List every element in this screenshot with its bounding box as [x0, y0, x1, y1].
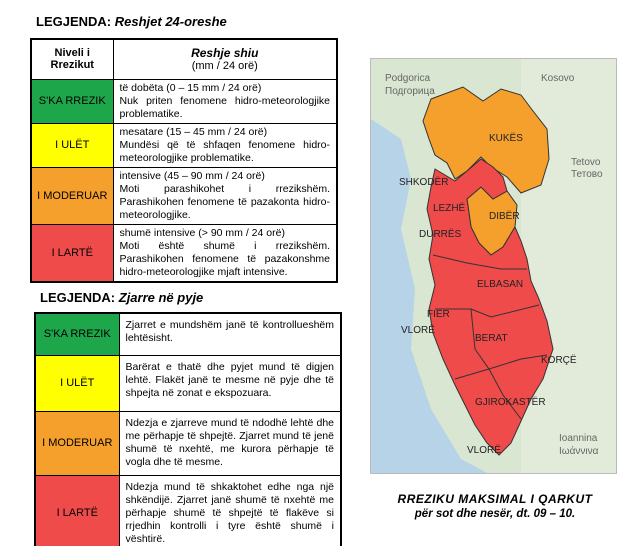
- label-shkoder: SHKODËR: [399, 177, 449, 188]
- label-berat: BERAT: [475, 333, 508, 344]
- fire-legend-row: [35, 355, 341, 411]
- rain-header-precip-unit: (mm / 24 orë): [191, 60, 258, 73]
- fire-legend-table: [34, 312, 342, 546]
- rain-desc-text: Moti parashikohet i rrezikshëm. Parashikohen fenomene të pazakonta hidro-meteorologjike.: [119, 182, 330, 221]
- map-caption-line2: për sot dhe nesër, dt. 09 – 10.: [414, 508, 576, 520]
- rain-legend-row: [31, 167, 337, 224]
- label-podgorica-cyr: Подгорица: [385, 86, 435, 97]
- fire-desc-cell: Zjarret e mundshëm janë të kontrollueshëm lehtësisht.: [119, 313, 341, 355]
- rain-header-level-line2: Rrezikut: [50, 59, 94, 72]
- fire-desc-cell: Ndezja mund të shkaktohet edhe nga një shkëndijë. Zjarret janë shumë të nxehtë me përhapje shumë të shpejtë të flakëve si rrjedhin kontrolli i tyre është shumë i vështirë.: [119, 475, 341, 546]
- rain-header-precip: [113, 39, 337, 79]
- rain-header-level: [31, 39, 113, 79]
- label-lezhe: LEZHË: [433, 203, 466, 214]
- rain-level-cell: I ULËT: [31, 123, 113, 167]
- rain-desc-amount: mesatare (15 – 45 mm / 24 orë): [119, 125, 268, 138]
- label-kukes: KUKËS: [489, 133, 523, 144]
- rain-desc-amount: shumë intensive (> 90 mm / 24 orë): [119, 226, 285, 239]
- fire-legend-row: [35, 411, 341, 475]
- label-tetovo: Tetovo: [571, 157, 601, 168]
- risk-map: [370, 58, 617, 474]
- label-podgorica: Podgorica: [385, 73, 431, 84]
- rain-legend-title-sub: Reshjet 24-oreshe: [114, 14, 227, 29]
- rain-level-cell: I LARTË: [31, 224, 113, 282]
- fire-level-cell: I MODERUAR: [35, 411, 119, 475]
- label-elbasan: ELBASAN: [477, 279, 524, 290]
- fire-legend-title: [40, 290, 203, 305]
- risk-map-svg: [371, 59, 617, 474]
- rain-desc-cell: [113, 167, 337, 224]
- fire-legend-row: [35, 313, 341, 355]
- fire-level-cell: S'KA RREZIK: [35, 313, 119, 355]
- rain-desc-amount: të dobëta (0 – 15 mm / 24 orë): [119, 81, 262, 94]
- rain-legend-table: [30, 38, 338, 283]
- label-ioannina: Ioannina: [559, 433, 598, 444]
- rain-header-precip-title: Reshje shiu: [191, 46, 259, 61]
- map-caption-line1: RREZIKU MAKSIMAL I QARKUT: [397, 492, 593, 506]
- label-durres: DURRËS: [419, 229, 462, 240]
- label-ioannina-gr: Ιωάννινα: [559, 446, 599, 457]
- label-kosovo: Kosovo: [541, 73, 575, 84]
- rain-legend-title: [36, 14, 227, 29]
- rain-desc-text: Mundësi që të shfaqen fenomene hidro-meteorologjike problematike.: [119, 138, 330, 164]
- fire-level-cell: I LARTË: [35, 475, 119, 546]
- fire-legend-row: [35, 475, 341, 546]
- fire-desc-cell: Ndezja e zjarreve mund të ndodhë lehtë dhe me përhapje të shpejtë. Zjarret mund të jenë shumë të nxehtë, me kurora përhapje të vogla dhe të mesme.: [119, 411, 341, 475]
- label-korce: KORÇË: [541, 355, 577, 366]
- label-vlore: VLORË: [401, 325, 435, 336]
- label-gjirokaster: GJIROKASTËR: [475, 397, 546, 408]
- label-fier: FIER: [427, 309, 450, 320]
- map-caption: [360, 492, 630, 522]
- fire-desc-cell: Barërat e thatë dhe pyjet mund të digjen lehtë. Flakët janë te mesme në pyje dhe të shpejta në zonat e ekspozuara.: [119, 355, 341, 411]
- label-tetovo-cyr: Тетово: [571, 169, 603, 180]
- fire-legend-title-prefix: LEGJENDA:: [40, 290, 116, 305]
- fire-level-cell: I ULËT: [35, 355, 119, 411]
- rain-desc-amount: intensive (45 – 90 mm / 24 orë): [119, 169, 265, 182]
- rain-legend-header-row: [31, 39, 337, 79]
- rain-legend-row: [31, 79, 337, 123]
- rain-desc-text: Nuk priten fenomene hidro-meteorologjike problematike.: [119, 94, 330, 120]
- fire-legend-title-sub: Zjarre në pyje: [118, 290, 204, 305]
- rain-desc-cell: [113, 123, 337, 167]
- rain-desc-text: Moti është shumë i rrezikshëm. Parashikohen fenomene të pazakonshme hidro-meteorologjike mjaft intensive.: [119, 239, 330, 278]
- rain-desc-cell: [113, 79, 337, 123]
- rain-header-level-line1: Niveli i: [54, 47, 90, 60]
- label-vlore-south: VLORË: [467, 445, 501, 456]
- rain-legend-row: [31, 224, 337, 282]
- rain-legend-title-prefix: LEGJENDA:: [36, 14, 112, 29]
- rain-level-cell: I MODERUAR: [31, 167, 113, 224]
- rain-level-cell: S'KA RREZIK: [31, 79, 113, 123]
- label-diber: DIBËR: [489, 211, 520, 222]
- rain-desc-cell: [113, 224, 337, 282]
- rain-legend-row: [31, 123, 337, 167]
